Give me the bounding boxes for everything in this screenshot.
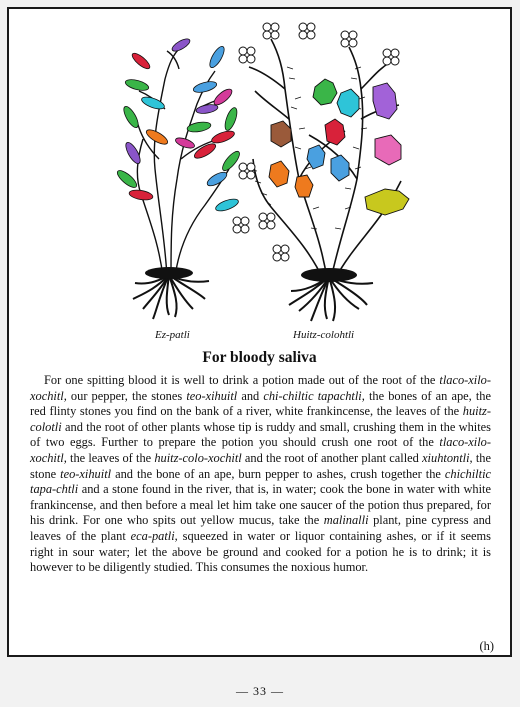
left-plant-leaves: [115, 37, 242, 214]
plant-name-italic: teo-xihuitl: [60, 466, 112, 481]
plant-name-italic: teo-xihuitl: [186, 388, 238, 403]
text-run: and the root of another plant called: [241, 450, 423, 465]
page-number: — 33 —: [236, 684, 284, 698]
recipe-paragraph: [30, 373, 491, 576]
plant-name-italic: chichiltic tapa-chtli: [30, 466, 492, 497]
plant-name-italic: chi-chiltic tapachtli,: [263, 388, 365, 403]
plant-name-italic: huitz-colotli: [30, 404, 491, 434]
text-run: the leaves of the: [66, 450, 155, 465]
text-run: and a stone found in the river, that is, in water; cook the bone in water with white frankincense, and then before a meal let him take one saucer of the potion thus prepared, for his drink. For one who spits out yellow mucus, take the: [30, 482, 491, 528]
text-run: squeezed in water or liquor containing ashes, or if it seems right in sour water; let the above be ground and cooked for a potion he is to drink; it is however to be diligently studied. This consumes the noxious humor.: [30, 528, 491, 575]
caption-ez-patli: Ez-patli: [155, 329, 190, 341]
text-run: the bones of an ape, the red flinty stones you find on the bank of a river, white frankincense, the leaves of the: [30, 388, 491, 419]
plant-name-italic: huitz-colo-xochitl: [154, 450, 242, 465]
right-plant-leaves: [269, 79, 409, 215]
caption-huitz-colohtli: Huitz-colohtli: [293, 329, 355, 341]
plant-name-italic: eca-patli,: [130, 528, 178, 543]
right-plant-roots: [289, 277, 373, 321]
text-run: and: [237, 388, 264, 403]
text-run: the stone: [30, 450, 491, 481]
text-run: and the bone of an ape, burn pepper to ashes, crush together the: [111, 466, 445, 481]
section-marker: (h): [479, 639, 494, 653]
left-plant: [137, 47, 229, 277]
text-run: plant, pine cypress and leaves of the plant: [30, 513, 491, 543]
plant-name-italic: malinalli: [323, 513, 369, 528]
plant-illustration: [9, 9, 510, 355]
left-root-crown: [145, 267, 193, 279]
text-run: our pepper, the stones: [66, 388, 187, 403]
section-title: For bloody saliva: [202, 349, 317, 366]
plant-drawing: [9, 9, 510, 355]
plant-name-italic: tlaco-xilo-xochitl,: [30, 373, 491, 403]
left-plant-roots: [133, 275, 209, 319]
plant-name-italic: tlaco-xilo-xochitl,: [30, 435, 491, 465]
plant-name-italic: xiuhtontli,: [422, 450, 473, 465]
right-root-crown: [301, 268, 357, 282]
text-run: and the root of other plants whose tip is ruddy and small, crushing them in the whites of two eggs. Further to prepare the potion you should crush one root of the: [30, 419, 491, 450]
page-frame: [7, 7, 512, 657]
text-run: For one spitting blood it is well to drink a potion made out of the root of the: [44, 373, 440, 387]
